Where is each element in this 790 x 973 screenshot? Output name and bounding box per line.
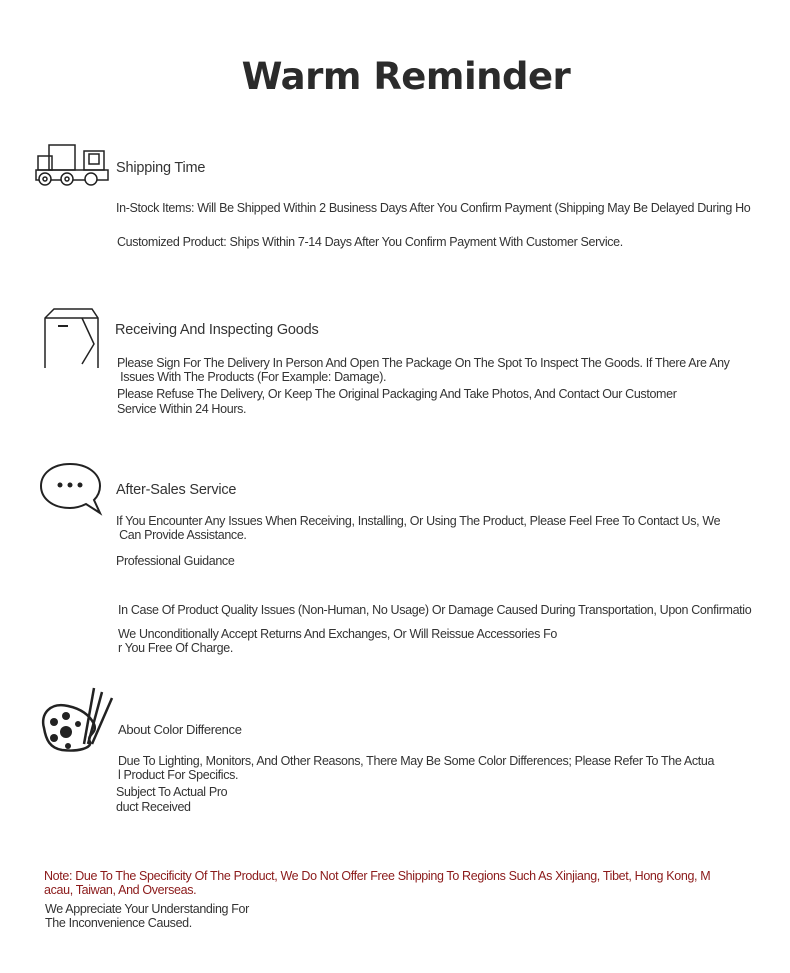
closing-text: We Appreciate Your Understanding For: [45, 902, 249, 916]
closing-text: The Inconvenience Caused.: [45, 916, 192, 930]
note-text: acau, Taiwan, And Overseas.: [44, 883, 197, 897]
truck-icon: [34, 143, 124, 189]
after-sales-line: We Unconditionally Accept Returns And Exchanges, Or Will Reissue Accessories Fo: [118, 627, 557, 641]
shipping-line: Customized Product: Ships Within 7-14 Days After You Confirm Payment With Customer Service.: [117, 235, 623, 249]
section-heading-receiving: Receiving And Inspecting Goods: [115, 322, 319, 338]
receiving-line: Please Refuse The Delivery, Or Keep The Original Packaging And Take Photos, And Contact Our Customer: [117, 387, 677, 401]
after-sales-line: Can Provide Assistance.: [116, 528, 247, 542]
palette-icon: [38, 684, 118, 756]
box-icon: [40, 306, 110, 370]
section-heading-after-sales: After-Sales Service: [116, 482, 237, 498]
receiving-line: Service Within 24 Hours.: [117, 402, 247, 416]
chat-bubble-icon: [38, 460, 104, 516]
shipping-line: In-Stock Items: Will Be Shipped Within 2 Business Days After You Confirm Payment (Shipping May Be Delayed During Ho: [116, 201, 751, 215]
note-text: Note: Due To The Specificity Of The Product, We Do Not Offer Free Shipping To Regions Such As Xinjiang, Tibet, Hong Kong, M: [44, 869, 711, 883]
page-title: Warm Reminder: [241, 55, 571, 98]
receiving-line: Please Sign For The Delivery In Person And Open The Package On The Spot To Inspect The Goods. If There Are Any: [117, 356, 730, 370]
color-line: Subject To Actual Pro: [116, 785, 228, 799]
section-heading-color: About Color Difference: [118, 722, 242, 737]
after-sales-line: Professional Guidance: [116, 554, 235, 568]
after-sales-line: In Case Of Product Quality Issues (Non-Human, No Usage) Or Damage Caused During Transportation, Upon Confirmatio: [118, 603, 752, 617]
color-line: l Product For Specifics.: [118, 768, 239, 782]
color-line: Due To Lighting, Monitors, And Other Reasons, There May Be Some Color Differences; Please Refer To The Actua: [118, 754, 715, 768]
after-sales-line: r You Free Of Charge.: [118, 641, 233, 655]
receiving-line: Issues With The Products (For Example: Damage).: [117, 370, 387, 384]
section-heading-shipping: Shipping Time: [116, 160, 206, 176]
after-sales-line: If You Encounter Any Issues When Receiving, Installing, Or Using The Product, Please Feel Free To Contact Us, We: [116, 514, 721, 528]
color-line: duct Received: [116, 800, 191, 814]
